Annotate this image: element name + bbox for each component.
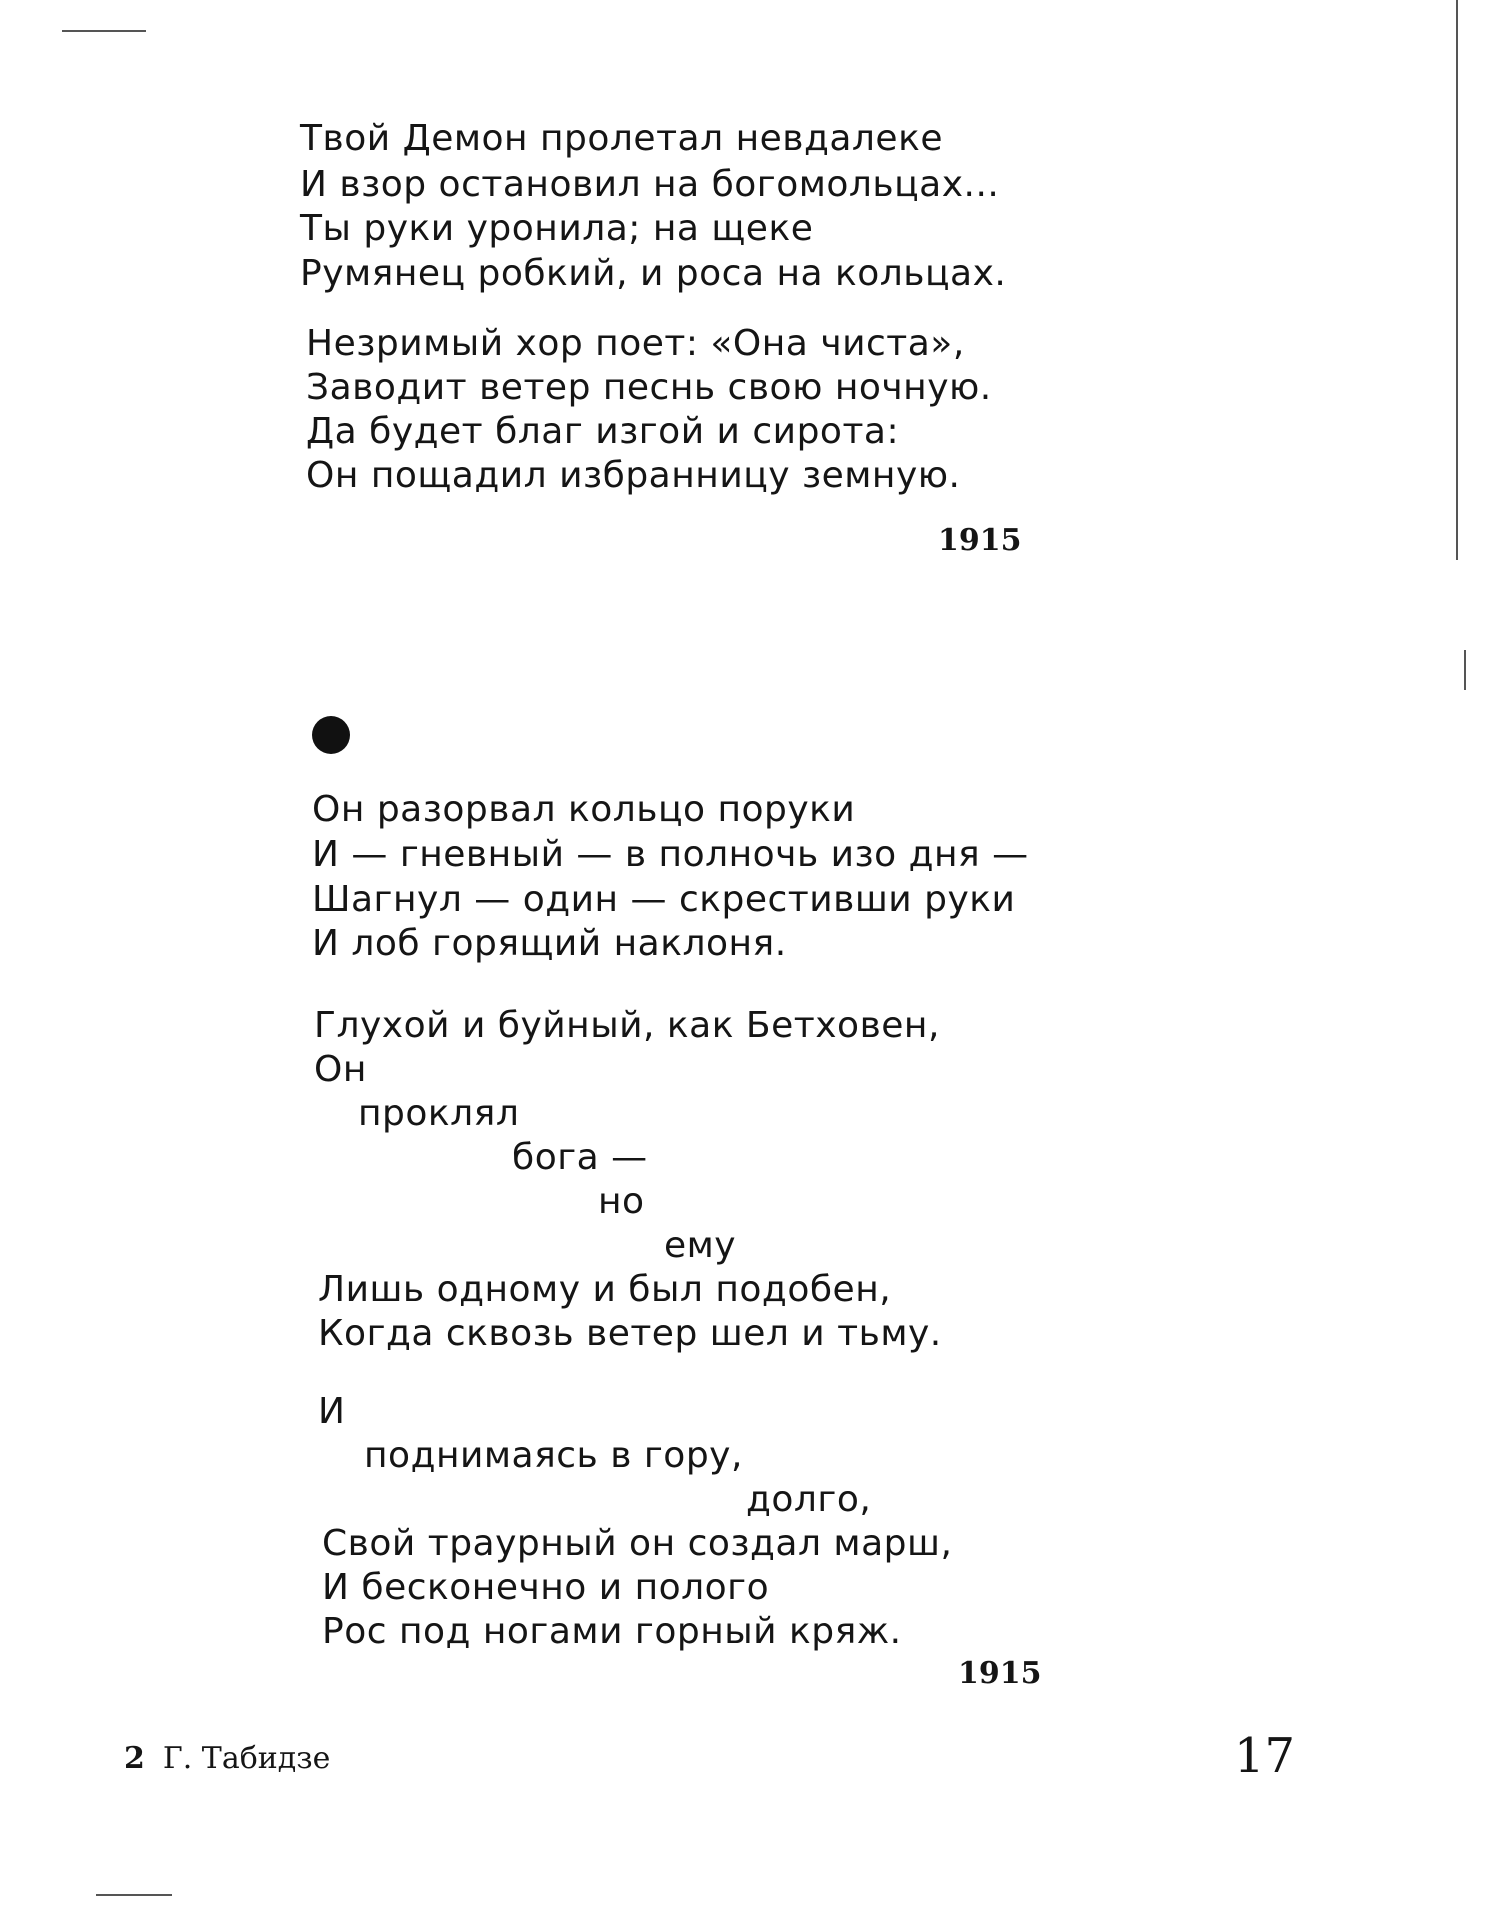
poem-1-date: 1915 <box>938 523 1022 558</box>
poem-2-date: 1915 <box>958 1656 1042 1691</box>
poem-2-line: Рос под ногами горный кряж. <box>322 1611 902 1652</box>
poem-1-line: Твой Демон пролетал невдалеке <box>300 118 943 159</box>
poem-1-line: Ты руки уронила; на щеке <box>300 208 814 249</box>
poem-2-line: И <box>318 1391 346 1432</box>
right-edge-scan-rule <box>1456 0 1458 560</box>
top-left-scan-rule <box>62 30 146 32</box>
signature-text: Г. Табидзе <box>162 1741 331 1776</box>
poem-2-line: И лоб горящий наклоня. <box>312 923 787 964</box>
poem-2-line: но <box>598 1181 645 1222</box>
poem-2-line: И бесконечно и полого <box>322 1567 770 1608</box>
poem-2-line: бога — <box>512 1137 648 1178</box>
poem-2-line: Когда сквозь ветер шел и тьму. <box>318 1313 942 1354</box>
poem-2-line: долго, <box>746 1479 872 1520</box>
poem-2-line: проклял <box>358 1093 520 1134</box>
section-bullet-icon <box>312 716 350 754</box>
poem-2-line: Лишь одному и был подобен, <box>318 1269 892 1310</box>
poem-2-line: Шагнул — один — скрестивши руки <box>312 879 1016 920</box>
signature-number: 2 <box>124 1741 145 1776</box>
poem-1-line: Да будет благ изгой и сирота: <box>306 411 900 452</box>
poem-2-line: Он разорвал кольцо поруки <box>312 789 856 830</box>
page-number: 17 <box>1234 1728 1296 1784</box>
poem-1-line: И взор остановил на богомольцах... <box>300 164 1000 205</box>
poem-2-line: Свой траурный он создал марш, <box>322 1523 953 1564</box>
bottom-left-scan-rule <box>96 1894 172 1896</box>
poem-2-line: Глухой и буйный, как Бетховен, <box>314 1005 940 1046</box>
poem-1-line: Незримый хор поет: «Она чиста», <box>306 323 965 364</box>
right-edge-scan-rule-lower <box>1464 650 1466 690</box>
poem-1-line: Он пощадил избранницу земную. <box>306 455 961 496</box>
poem-1-line: Румянец робкий, и роса на кольцах. <box>300 253 1007 294</box>
poem-2-line: Он <box>314 1049 367 1090</box>
poem-2-line: поднимаясь в гору, <box>364 1435 743 1476</box>
poem-2-line: ему <box>664 1225 737 1266</box>
poem-2-line: И — гневный — в полночь изо дня — <box>312 834 1029 875</box>
footer-signature <box>124 1741 330 1777</box>
poem-1-line: Заводит ветер песнь свою ночную. <box>306 367 992 408</box>
